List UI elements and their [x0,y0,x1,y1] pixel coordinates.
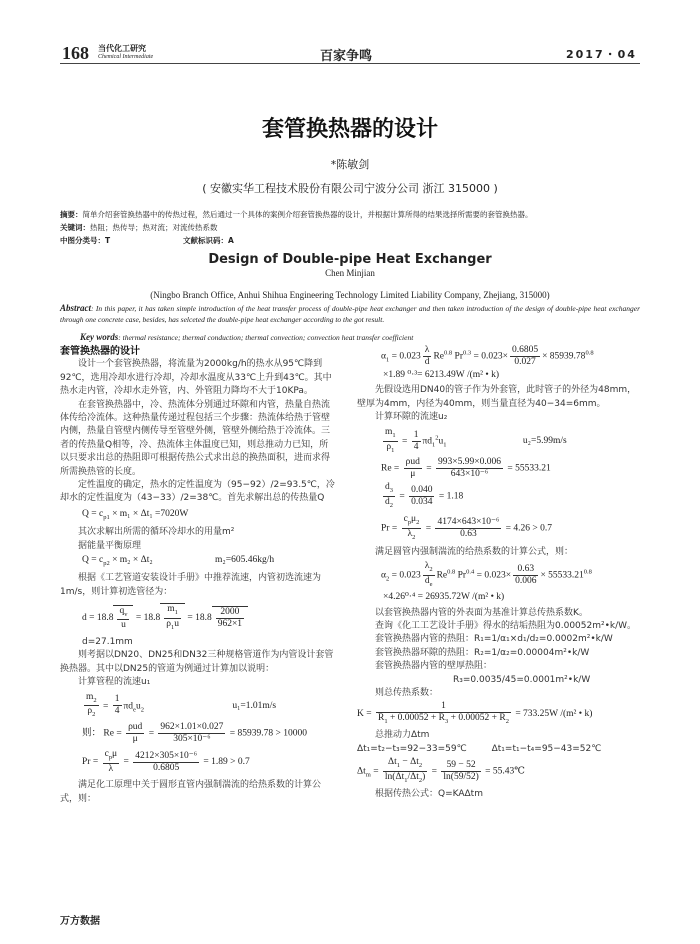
paragraph: 设计一个套管换热器，将流量为2000kg/h的热水从95℃降到92℃，选用冷却水进行冷却，冷却水温度从33℃上升到43℃。其中热水走内管，冷却水走外管，内、外管阻力降均不大于10KPa。 [60,359,332,397]
paragraph: 查询《化工工艺设计手册》得水的结垢热阻为0.00052m²•k/W。 [375,620,637,631]
english-title: Design of Double-pipe Heat Exchanger [208,252,492,267]
english-keywords-text: : thermal resistance; thermal conduction; thermal convection; convection heat transfer coefficient [118,333,414,342]
clc-value: T [105,236,111,245]
abstract-cn [60,209,640,220]
resistance-r1: 套管换热器内管的热阻：R₁=1/α₁×d₁/d₂=0.0002m²•k/W [375,634,613,645]
paragraph: 在套管换热器中，冷、热流体分别通过环隙和内管，热量自热流体传给冷流体。这种热量传递过程包括三个步骤：热流体给热于管壁内侧，热量自管壁内侧传导至管壁外侧，管壁外侧给热于冷流体。三者的传热量Q相等，冷、热流体主体温度已知，则总推动力已知，所以只要求出总的热阻即可根据传热公式求出总的换热面积，进而求得所需换热管的长度。 [60,399,331,477]
author: *陈敏剑 [330,158,370,171]
paragraph: 满足圆管内强制湍流的给热系数的计算公式，则： [375,546,574,557]
equation-alpha2: $\alpha_2 = 0.023$ $\frac{\lambda_2}{d_e}$ $Re^{0.8}$ $Pr^{0.4} = 0.023\times$ $\frac{0.63}{0.006}$ × $55533.21^{0.8}$ [381,561,592,589]
pr1-result: = 1.89 > 0.7 [203,757,250,768]
equation-k: K = $\frac{1}{R_1 + 0.00052 + R_3 + 0.00052 + R_2}$ = 733.25W /(m² • k) [357,701,593,726]
keywords-text: 热阻；热传导；热对流；对流传热系数 [90,223,218,232]
equation-pr2: Pr = $\frac{c_p\mu_2}{\lambda_2}$ = $\frac{\text{4174×643×10⁻⁶}}{0.63}$ = 4.26 > 0.7 [381,514,552,541]
k-result: = 733.25W /(m² • k) [515,709,593,720]
issue-date: 2017・04 [566,48,637,61]
dtm-result: = 55.43℃ [485,766,525,777]
section-heading: 套管换热器的设计 [60,346,140,357]
equation-dtm: $\Delta t_m$ = $\frac{\Delta t_1 - \Delta t_2}{\ln(\Delta t_1/\Delta t_2)}$ = $\frac{59 - 52}{\ln(59/52)}$ = 55.43℃ [357,757,525,784]
equation-diameter: d = 18.8 $\frac{q_v}{u}$ = 18.8 $\frac{m_1}{\rho_1u}$ = 18.8 $\frac{2000}{962\times 1}$ [82,603,336,633]
paragraph: 根据传热公式：Q=KAΔtm [375,788,483,799]
paragraph: 先假设选用DN40的管子作为外套管，此时管子的外径为48mm，壁厚为4mm，内径为40mm，则当量直径为40−34=6mm。 [357,385,637,409]
english-affiliation: (Ningbo Branch Office, Anhui Shihua Engineering Technology Limited Liability Company, Zhejiang, 315000) [150,290,550,300]
keywords-cn [60,222,218,233]
alpha1-tail: × 85939.78 [542,351,586,362]
equation-re2: Re = $\frac{\text{ρud}}{\mu}$ = $\frac{993\times 5.99\times 0.006}{\text{643×10⁻⁶}}$ = 55533.21 [381,457,551,480]
paragraph: 定性温度的确定，热水的定性温度为（95−92）/2=93.5℃，冷却水的定性温度为（43−33）/2=38℃。首先求解出总的传热量Q [60,480,335,504]
left-column [60,345,336,806]
u2-value: u₂=5.99m/s [522,436,567,447]
alpha2-tail: × 55533.21 [540,570,584,581]
abstract-label: 摘要： [60,210,83,219]
paragraph: 根据《工艺管道安装设计手册》中推荐流速，内管初选流速为1m/s，则计算初选管径为： [60,573,322,597]
english-abstract-label: Abstract [60,303,92,313]
english-author: Chen Minjian [325,268,375,278]
m2-value: m₂=605.46kg/h [215,554,275,565]
paragraph: 以套管换热器内管的外表面为基准计算总传热系数K。 [375,607,588,618]
english-keywords-label: Key words [80,332,119,342]
re1-result: = 85939.78 > 10000 [229,728,307,739]
diameter-value: d=27.1mm [82,636,133,647]
pr2-result: = 4.26 > 0.7 [505,523,552,534]
abstract-text: 简单介绍套管换热器中的传热过程，然后通过一个具体的案例介绍套管换热器的设计，并根据计算所得的结果选择所需要的套管换热器。 [82,210,533,219]
resistance-r3-value: R₃=0.0035/45=0.0001m²•k/W [453,674,591,685]
equation-m2-head: Q = c [82,554,104,565]
ratio-result: = 1.18 [438,491,464,502]
paragraph: 计算管程的流速u₁ [78,677,151,688]
english-abstract-text: : In this paper, it has taken simple introduction of the heat transfer process of double-pipe heat exchanger and then taken introduction of the design of double-pipe heat exchanger through one concrete case, besides, has selceted the double-pipe heat exchanger according to the got result. [60,304,640,324]
equation-alpha2-result: ×4.26⁰·⁴ = 26935.72W /(m² • k) [383,592,505,603]
equation-flow2: $\frac{m_1}{\rho_1}$ = $\frac{1}{4}$ $\pi d_1^2u_1$ u₂=5.99m/s [385,426,567,454]
equation-alpha1-result: ×1.89 ⁰·³= 6213.49W /(m² • k) [383,370,499,380]
equation-ratio: $\frac{d_3}{d_2}$ = $\frac{0.040}{0.034}$ = 1.18 [385,482,464,510]
paragraph: 据能量平衡原理 [78,540,142,551]
paragraph: 计算环隙的流速u₂ [375,412,448,423]
right-column [357,345,641,801]
keywords-label: 关键词： [60,223,90,232]
equation-q: $Q = c_{p1} \times m_1 \times \Delta t_1 =7020W$ [82,508,189,521]
page-number: 168 [62,43,89,63]
paragraph: 则总传热系数： [375,688,439,698]
clc-label: 中图分类号： [60,236,105,245]
dt1-value: Δt₁=t₂−t₃=92−33=59℃ [357,743,467,754]
u1-value: u₁=1.01m/s [232,701,277,712]
header-rule [60,63,640,64]
doc-code [183,235,234,246]
paragraph: 则考据以DN20、DN25和DN32三种规格管道作为内管设计套管换热器。其中以DN25的管道为例通过计算加以说明： [60,650,334,674]
resistance-r2: 套管换热器环隙的热阻：R₂=1/α₂=0.00004m²•k/W [375,647,590,658]
paragraph: 其次求解出所需的循环冷却水的用量m² [78,527,235,538]
temperature-differences [357,743,641,756]
equation-pr1: Pr = $\frac{c_p\mu}{\lambda}$ = $\frac{\text{4212×305×10⁻⁶}}{0.6805}$ = 1.89 > 0.7 [82,749,250,775]
equation-alpha1: $\alpha_1 = 0.023$ $\frac{\lambda}{d}$ $Re^{0.8}$ $Pr^{0.3} = 0.023\times$ $\frac{0.6805}{0.027}$ × $85939.78^{0.8}$ [381,345,594,367]
equation-q-head: Q = c [82,508,104,519]
doc-label: 文献标识码： [183,236,228,245]
equation-m2-tail: × m₂ × Δt₂ [109,554,153,565]
magazine-name-en: Chemical Intermediate [98,54,154,60]
footer-watermark: 万方数据 [60,916,100,927]
doc-value: A [228,236,234,245]
equation-m2: $Q = c_{p2} \times m_2 \times \Delta t_2$ m₂=605.46kg/h [82,554,275,567]
english-abstract [60,303,640,325]
english-keywords [80,332,413,342]
clc-number [60,235,110,246]
re2-result: = 55533.21 [507,464,551,475]
magazine-name [98,45,153,61]
article-title: 套管换热器的设计 [261,117,438,142]
resistance-r3-label: 套管换热器内管的壁厚热阻： [375,661,493,672]
paragraph: 总推动力Δtm [375,730,430,741]
equation-re1: 则： Re = $\frac{\text{ρud}}{\mu}$ = $\frac{962\times 1.01\times 0.027}{\text{305×10⁻⁶}}$ = 85939.78 > 10000 [82,722,307,745]
equation-flow: $\frac{m_2}{\rho_2}$ = $\frac{1}{4}$ $\pi d_eu_2$ u₁=1.01m/s [86,691,277,719]
paragraph: 满足化工原理中关于圆形直管内强制湍流的给热系数的计算公式，则： [60,780,322,804]
then-label: 则： [82,728,102,739]
affiliation: ( 安徽实华工程技术股份有限公司宁波分公司 浙江 315000 ) [202,182,498,195]
dt2-value: Δt₁=t₁−t₄=95−43=52℃ [491,743,602,754]
magazine-name-cn: 当代化工研究 [98,44,146,53]
column-name: 百家争鸣 [320,49,373,64]
equation-q-tail: × m₁ × Δt₁ =7020W [109,508,189,519]
